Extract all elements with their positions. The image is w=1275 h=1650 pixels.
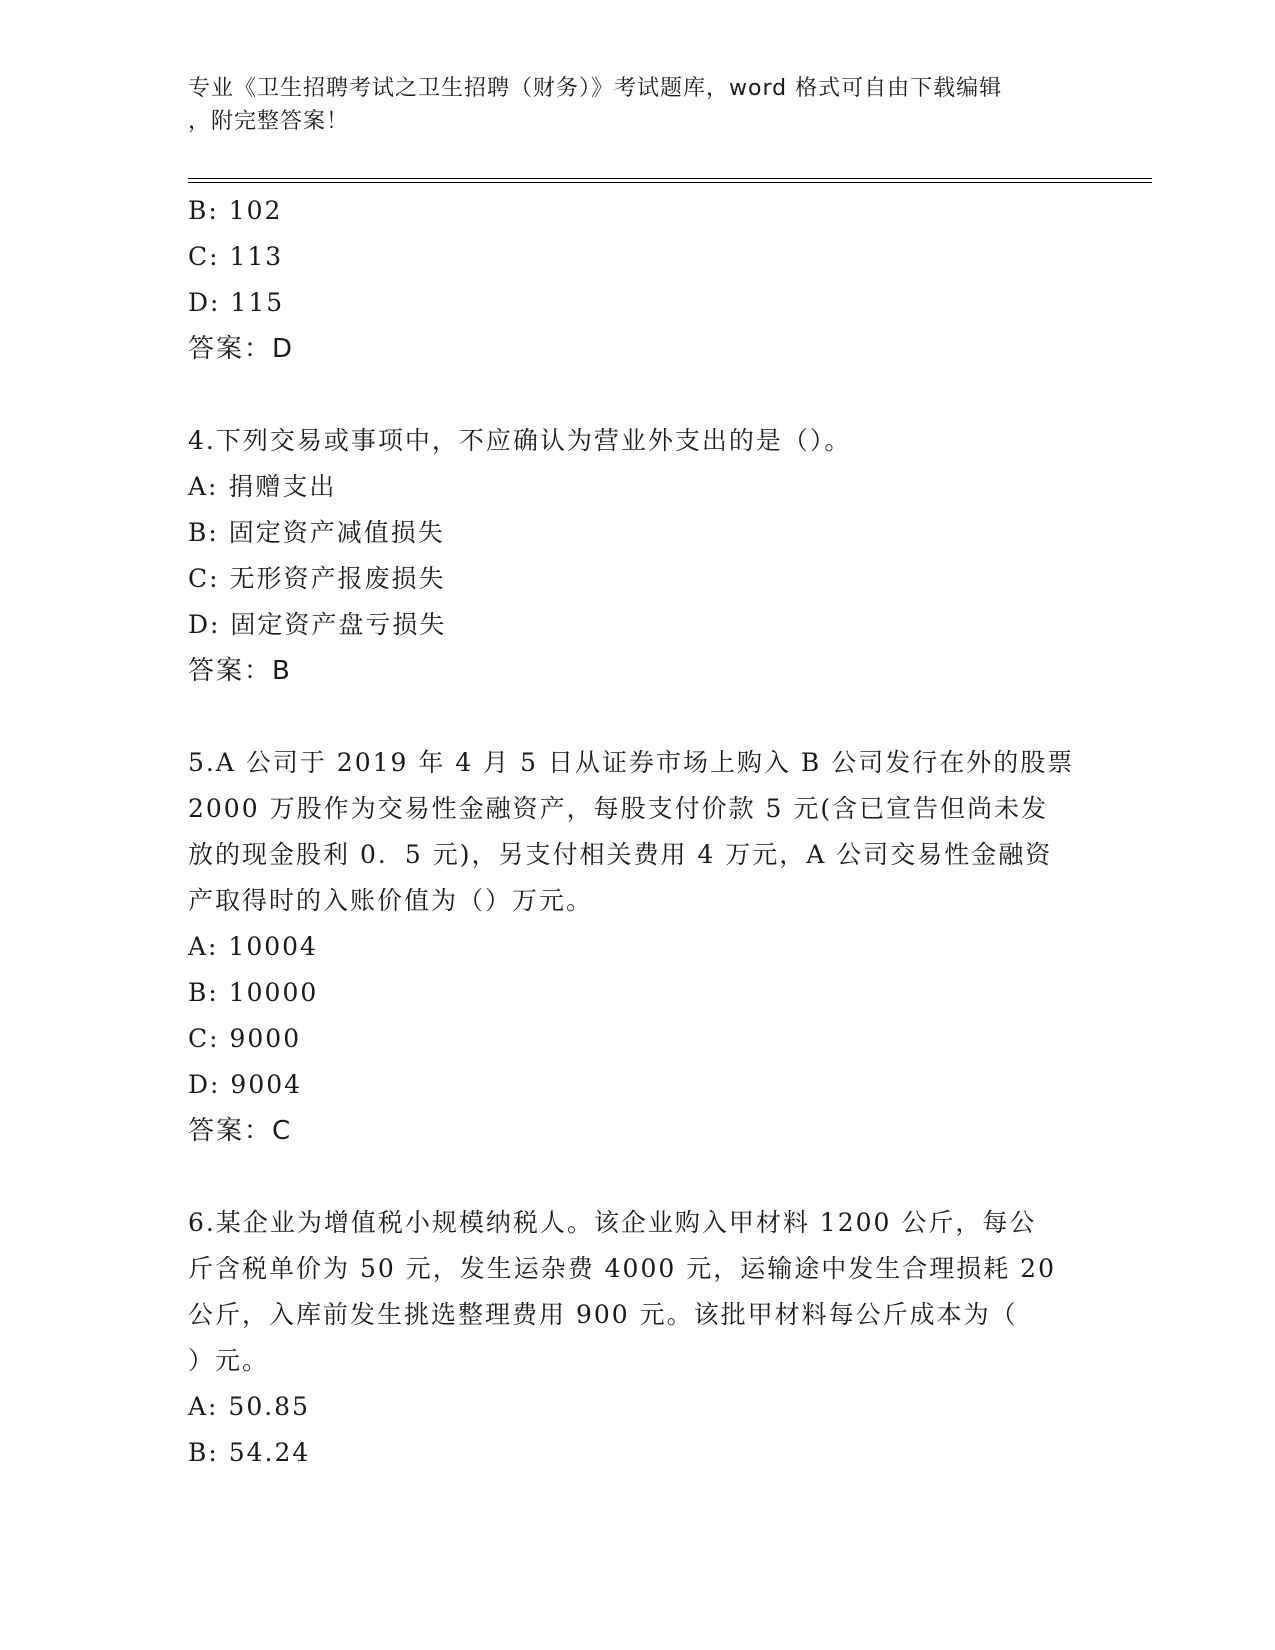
option-b: B: 54.24: [188, 1438, 311, 1467]
option-b: B: 10000: [188, 978, 319, 1007]
answer-line: 答案：D: [188, 334, 295, 364]
question-text-line: 公斤，入库前发生挑选整理费用 900 元。该批甲材料每公斤成本为（: [188, 1300, 1018, 1329]
option-c: C: 无形资产报废损失: [188, 564, 446, 593]
option-b: B: 102: [188, 196, 283, 225]
option-d: D: 115: [188, 288, 285, 317]
header-line-2: ，附完整答案！: [188, 109, 350, 134]
header-divider-bottom: [188, 182, 1152, 183]
question-text-line: 产取得时的入账价值为（）万元。: [188, 886, 594, 915]
question-spacer: [188, 694, 1088, 740]
option-a: A: 10004: [188, 932, 318, 961]
option-a: A: 捐赠支出: [188, 472, 337, 501]
option-d: D: 固定资产盘亏损失: [188, 610, 447, 639]
option-c: C: 9000: [188, 1024, 302, 1053]
answer-line: 答案：B: [188, 656, 292, 686]
question-content: [188, 188, 1088, 1476]
header-divider-top: [188, 178, 1152, 179]
question-text-line: 6.某企业为增值税小规模纳税人。该企业购入甲材料 1200 公斤，每公: [188, 1208, 1037, 1237]
question-text-line: 斤含税单价为 50 元，发生运杂费 4000 元，运输途中发生合理损耗 20: [188, 1254, 1056, 1283]
question-spacer: [188, 372, 1088, 418]
question-text-line: 4.下列交易或事项中，不应确认为营业外支出的是（）。: [188, 426, 852, 455]
question-text-line: 2000 万股作为交易性金融资产，每股支付价款 5 元(含已宣告但尚未发: [188, 794, 1049, 823]
answer-line: 答案：C: [188, 1116, 293, 1146]
document-header: [188, 72, 1088, 138]
question-5: [188, 740, 1088, 1154]
question-text-line: ）元。: [188, 1346, 270, 1375]
option-a: A: 50.85: [188, 1392, 310, 1421]
question-text-line: 5.A 公司于 2019 年 4 月 5 日从证券市场上购入 B 公司发行在外的股票: [188, 748, 1075, 777]
question-4: [188, 418, 1088, 694]
question-6: [188, 1200, 1088, 1476]
question-text-line: 放的现金股利 0．5 元)，另支付相关费用 4 万元，A 公司交易性金融资: [188, 840, 1053, 869]
option-c: C: 113: [188, 242, 284, 271]
option-d: D: 9004: [188, 1070, 303, 1099]
header-line-1: 专业《卫生招聘考试之卫生招聘（财务）》考试题库，word 格式可自由下载编辑: [188, 76, 1003, 101]
question-spacer: [188, 1154, 1088, 1200]
option-b: B: 固定资产减值损失: [188, 518, 445, 547]
question-3-tail: [188, 188, 1088, 372]
